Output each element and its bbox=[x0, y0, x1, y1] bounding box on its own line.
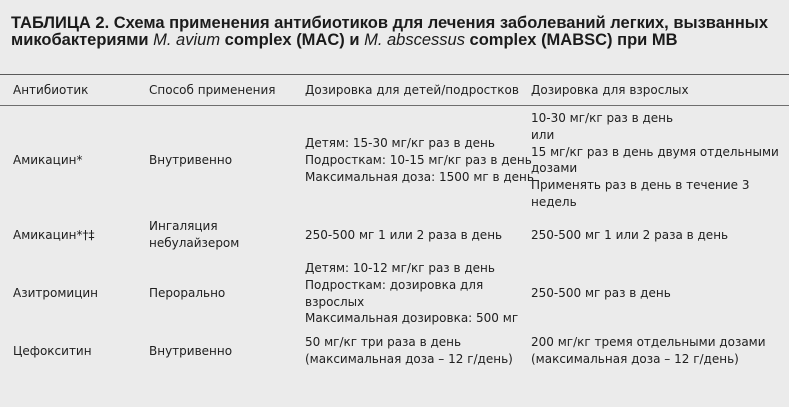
title-text-3: complex (MABSC) при МВ bbox=[464, 31, 678, 49]
title-species-2: M. abscessus bbox=[364, 31, 465, 49]
column-header-antibiotic: Антибиотик bbox=[13, 83, 89, 97]
table-top-rule bbox=[0, 74, 789, 75]
table-title bbox=[11, 15, 781, 49]
header-rule bbox=[0, 105, 789, 106]
row-1-children-dosage: Детям: 15-30 мг/кг раз в день Подросткам: 10-15 мг/кг раз в день Максимальная доза: 1500 мг в день bbox=[305, 136, 534, 184]
row-4-route: Внутривенно bbox=[149, 344, 233, 358]
column-header-adult-dosage: Дозировка для взрослых bbox=[531, 83, 689, 97]
title-text-2: complex (MAC) и bbox=[220, 31, 365, 49]
column-header-route: Способ применения bbox=[149, 83, 276, 97]
row-4-adult-dosage: 200 мг/кг тремя отдельными дозами (максимальная доза – 12 г/день) bbox=[531, 335, 766, 366]
row-1-adult-dosage: 10-30 мг/кг раз в день или 15 мг/кг раз в день двумя отдельными дозами Применять раз в день в течение 3 недель bbox=[531, 111, 779, 209]
row-4-antibiotic: Цефокситин bbox=[13, 344, 92, 358]
row-2-antibiotic: Амикацин*†‡ bbox=[13, 228, 95, 242]
row-3-antibiotic: Азитромицин bbox=[13, 286, 99, 300]
row-3-children-dosage: Детям: 10-12 мг/кг раз в день Подросткам: дозировка для взрослых Максимальная дозировка: 500 мг bbox=[305, 261, 519, 326]
column-header-children-dosage: Дозировка для детей/подростков bbox=[305, 83, 519, 97]
row-4-children-dosage: 50 мг/кг три раза в день (максимальная доза – 12 г/день) bbox=[305, 335, 513, 366]
title-text-1: ТАБЛИЦА 2. Схема применения антибиотиков для лечения заболеваний легких, вызванных микобактериями bbox=[11, 14, 769, 49]
row-1-route: Внутривенно bbox=[149, 153, 233, 167]
row-2-route: Ингаляция небулайзером bbox=[149, 219, 240, 250]
title-species-1: M. avium bbox=[153, 31, 221, 49]
row-3-route: Перорально bbox=[149, 286, 226, 300]
row-1-antibiotic: Амикацин* bbox=[13, 153, 83, 167]
row-3-adult-dosage: 250-500 мг раз в день bbox=[531, 286, 671, 300]
row-2-adult-dosage: 250-500 мг 1 или 2 раза в день bbox=[531, 228, 729, 242]
row-2-children-dosage: 250-500 мг 1 или 2 раза в день bbox=[305, 228, 503, 242]
